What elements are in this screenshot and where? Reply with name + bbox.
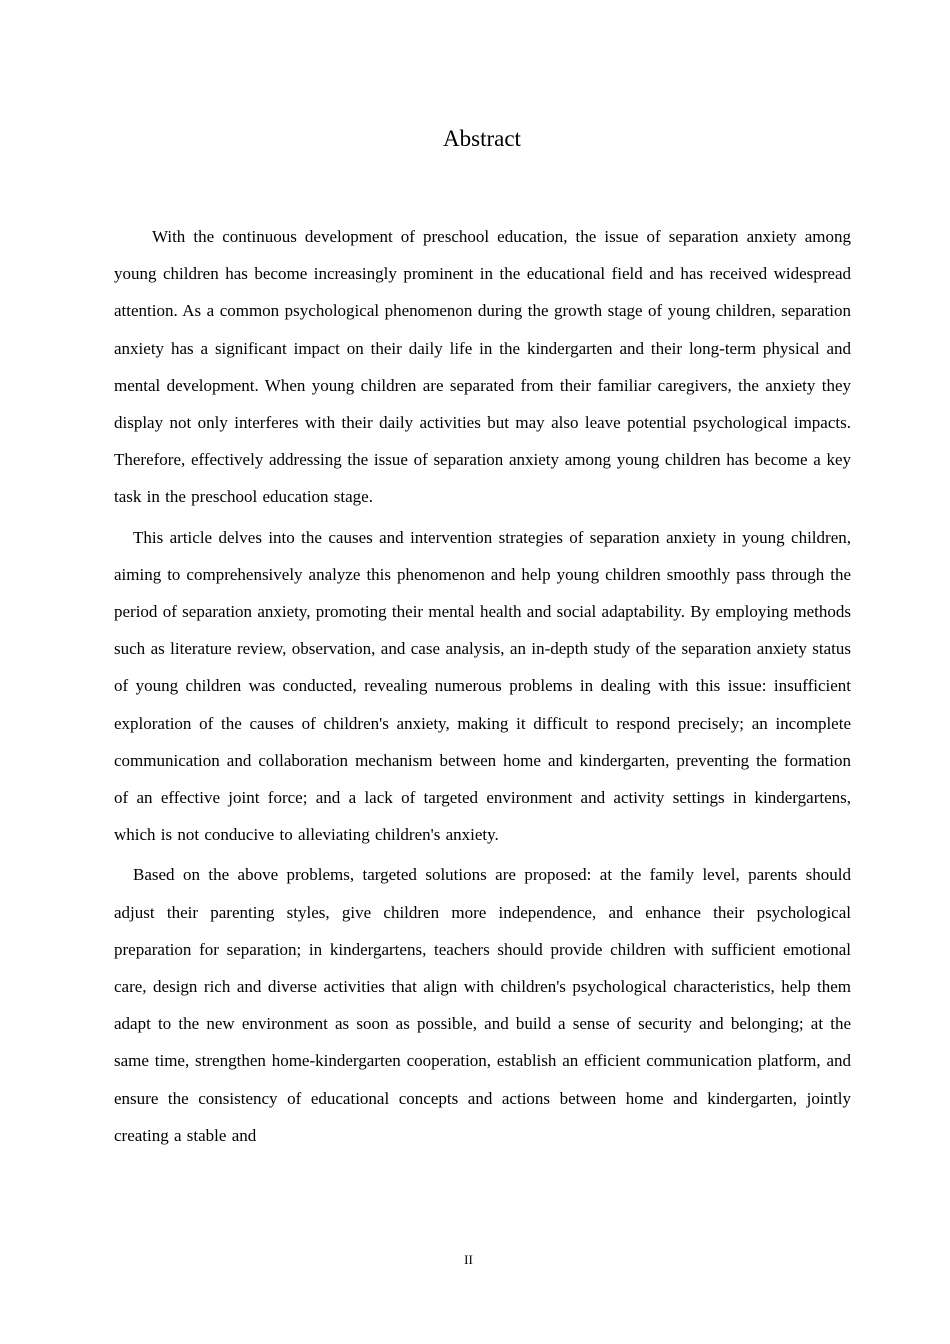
paragraph-3: Based on the above problems, targeted solutions are proposed: at the family level, parents should adjust their parenting styles, give children more independence, and enhance their psychological preparation for separation; in kindergartens, teachers should provide children with sufficient emotional care, design rich and diverse activities that align with children's psychological characteristics, help them adapt to the new environment as soon as possible, and build a sense of security and belonging; at the same time, strengthen home-kindergarten cooperation, establish an efficient communication platform, and ensure the consistency of educational concepts and actions between home and kindergarten, jointly creating a stable and: [114, 865, 851, 1145]
abstract-body: [114, 218, 851, 1154]
page-number: II: [464, 1252, 473, 1267]
page-title: Abstract: [443, 126, 521, 151]
paragraph-2: This article delves into the causes and intervention strategies of separation anxiety in young children, aiming to comprehensively analyze this phenomenon and help young children smoothly pass through the period of separation anxiety, promoting their mental health and social adaptability. By employing methods such as literature review, observation, and case analysis, an in-depth study of the separation anxiety status of young children was conducted, revealing numerous problems in dealing with this issue: insufficient exploration of the causes of children's anxiety, making it difficult to respond precisely; an incomplete communication and collaboration mechanism between home and kindergarten, preventing the formation of an effective joint force; and a lack of targeted environment and activity settings in kindergartens, which is not conducive to alleviating children's anxiety.: [114, 527, 851, 845]
paragraph-1: With the continuous development of preschool education, the issue of separation anxiety among young children has become increasingly prominent in the educational field and has received widespread attention. As a common psychological phenomenon during the growth stage of young children, separation anxiety has a significant impact on their daily life in the kindergarten and their long-term physical and mental development. When young children are separated from their familiar caregivers, the anxiety they display not only interferes with their daily activities but may also leave potential psychological impacts. Therefore, effectively addressing the issue of separation anxiety among young children has become a key task in the preschool education stage.: [114, 227, 851, 507]
